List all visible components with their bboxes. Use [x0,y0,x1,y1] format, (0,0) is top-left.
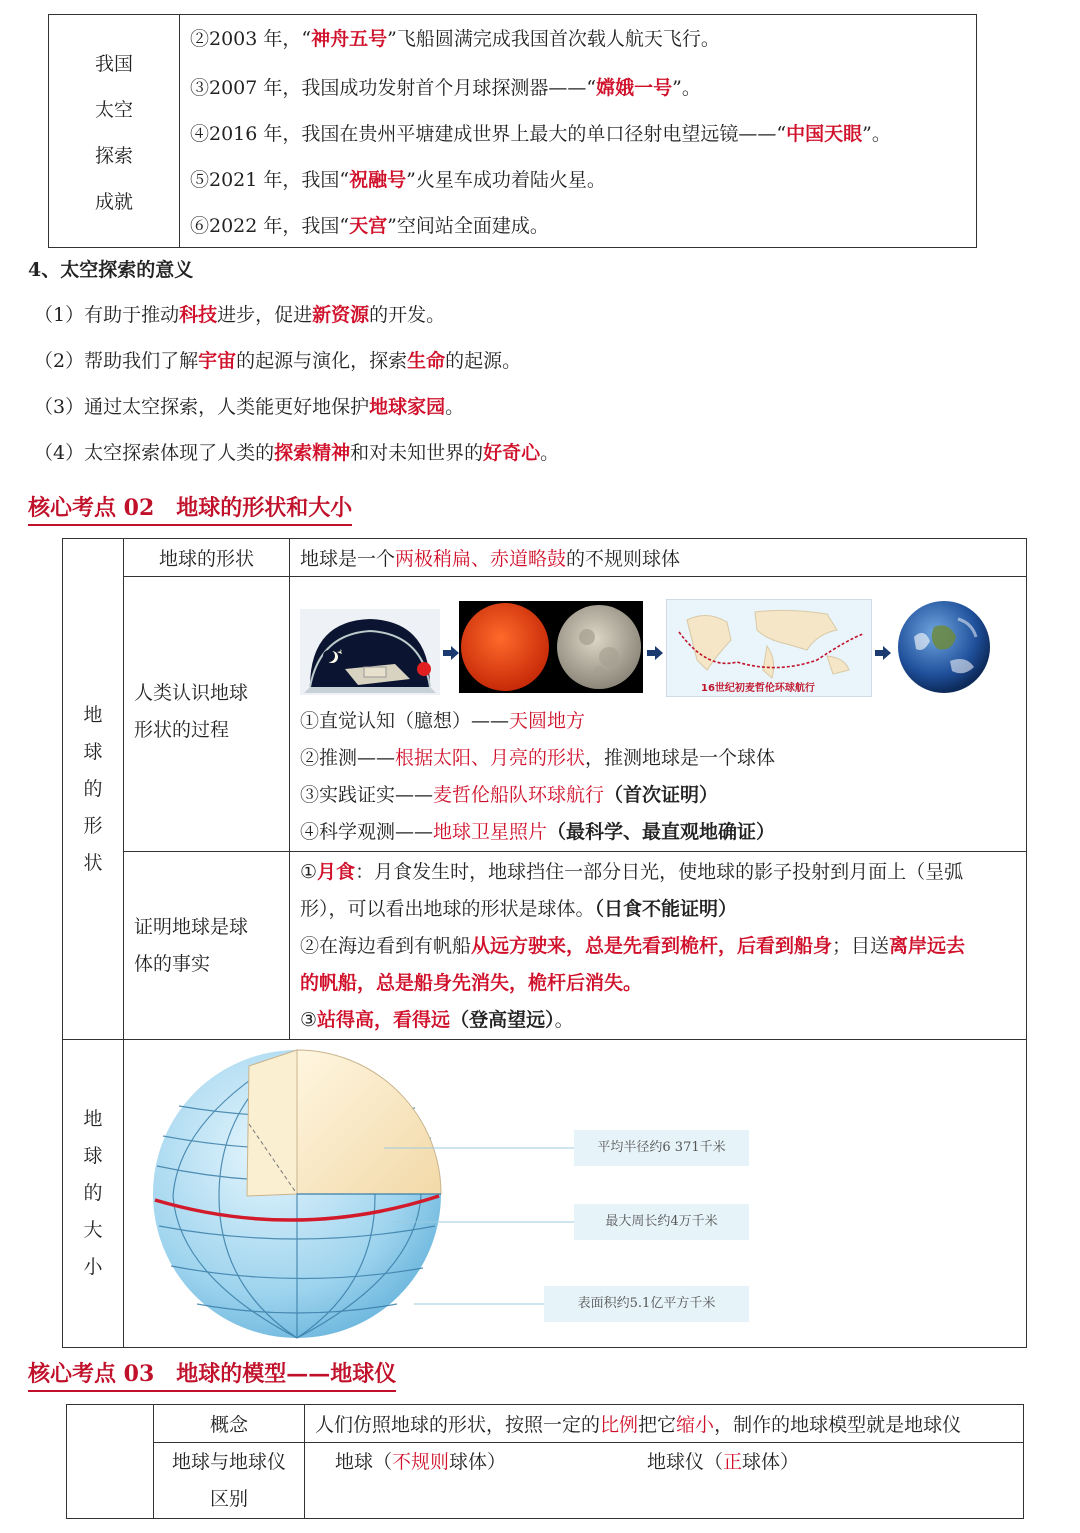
achievements-content-cell [180,15,977,248]
shape-left-char: 状 [83,851,103,874]
size-left-char: 大 [83,1219,103,1241]
proof-label-line: 证明地球是球 [134,915,249,938]
dome-sky-image [300,609,440,695]
significance-item-4: （4）太空探索体现了人类的探索精神和对未知世界的好奇心。 [34,442,560,464]
section-4-heading: 4、太空探索的意义 [28,259,194,281]
shape-label: 地球的形状 [158,548,254,570]
proof-label-cell [124,852,290,1040]
achievements-label-1: 我国 [94,52,133,75]
proof-label-line: 体的事实 [134,952,211,975]
achievements-label-4: 成就 [94,190,133,213]
process-line: ②推测——根据太阳、月亮的形状，推测地球是一个球体 [300,747,776,769]
proof-line: ①月食：月食发生时，地球挡住一部分日光，使地球的影子投射到月面上（呈弧 [300,861,964,883]
process-label-line: 形状的过程 [134,719,230,741]
process-line: ④科学观测——地球卫星照片（最科学、最直观地确证） [300,821,776,843]
shape-label-cell [124,539,290,577]
achievement-row: ③2007 年，我国成功发射首个月球探测器——“嫦娥一号”。 [190,77,701,99]
achievement-row: ②2003 年，“神舟五号”飞船圆满完成我国首次载人航天飞行。 [190,28,720,50]
achievements-table [48,14,977,248]
earth-shape-size-table [62,538,1027,1348]
concept-label: 概念 [209,1414,248,1436]
arrow-icon [875,646,891,660]
shape-left-char: 的 [83,777,103,800]
proof-cell [290,852,1027,1040]
shape-left-label-cell [63,539,124,1040]
achievement-row: ④2016 年，我国在贵州平塘建成世界上最大的单口径射电望远镜——“中国天眼”。 [190,123,891,145]
history-image-strip [300,581,1026,703]
shape-text-cell: 地球是一个两极稍扁、赤道略鼓的不规则球体 [290,539,1027,577]
leader-lines [354,1046,574,1342]
arrow-icon [647,646,663,660]
section-02-heading: 核心考点 02 地球的形状和大小 [28,494,352,526]
concept-text-cell: 人们仿照地球的形状，按照一定的比例把它缩小，制作的地球模型就是地球仪 [305,1405,1024,1443]
size-left-char: 地 [83,1108,103,1130]
proof-line: ②在海边看到有帆船从远方驶来，总是先看到桅杆，后看到船身；目送离岸远去 [300,935,966,957]
globe-diff: 地球仪（正球体） [647,1451,800,1473]
size-left-char: 的 [83,1182,103,1204]
section-03-heading: 核心考点 03 地球的模型——地球仪 [28,1360,396,1392]
significance-item-2: （2）帮助我们了解宇宙的起源与演化，探索生命的起源。 [34,350,522,372]
size-left-char: 小 [83,1256,103,1278]
surface-area-label: 表面积约5.1亿平方千米 [544,1286,749,1322]
achievement-row: ⑤2021 年，我国“祝融号”火星车成功着陆火星。 [190,169,606,191]
proof-line: 形），可以看出地球的形状是球体。（日食不能证明） [300,898,738,920]
proof-line: 的帆船，总是船身先消失，桅杆后消失。 [300,972,643,994]
achievement-row: ⑥2022 年，我国“天宫”空间站全面建成。 [190,215,549,237]
process-label-line: 人类认识地球 [134,682,249,704]
process-line: ①直觉认知（臆想）——天圆地方 [300,710,586,732]
sun-moon-image [459,601,643,693]
achievements-label-cell [49,15,180,248]
shape-left-char: 形 [83,814,103,837]
globe-left-cell [67,1405,154,1519]
diff-label-line: 地球与地球仪 [171,1450,286,1473]
process-cell [290,577,1027,852]
significance-item-3: （3）通过太空探索，人类能更好地保护地球家园。 [34,396,465,418]
size-left-label-cell [63,1040,124,1348]
diff-label-cell [154,1443,305,1519]
significance-item-1: （1）有助于推动科技进步，促进新资源的开发。 [34,304,446,326]
achievements-label-3: 探索 [94,144,133,167]
earth-diff: 地球（不规则球体） [335,1451,507,1473]
radius-label: 平均半径约6 371千米 [574,1130,749,1166]
size-left-char: 球 [83,1145,103,1167]
earth-size-diagram-cell [124,1040,1027,1348]
achievements-label-2: 太空 [94,98,133,121]
globe-model-table [66,1404,1024,1519]
earth-photo [894,597,994,697]
process-label-cell [124,577,290,852]
magellan-route-map [666,599,872,697]
concept-label-cell [154,1405,305,1443]
arrow-icon [443,646,459,660]
shape-left-char: 球 [83,740,103,763]
circumference-label: 最大周长约4万千米 [574,1204,749,1240]
diff-label-line: 区别 [209,1487,248,1510]
map-caption: 16世纪初麦哲伦环球航行 [701,683,815,694]
shape-left-char: 地 [83,703,103,726]
process-line: ③实践证实——麦哲伦船队环球航行（首次证明） [300,784,719,806]
diff-content-cell [305,1443,1024,1519]
proof-line: ③站得高，看得远（登高望远）。 [300,1009,574,1031]
